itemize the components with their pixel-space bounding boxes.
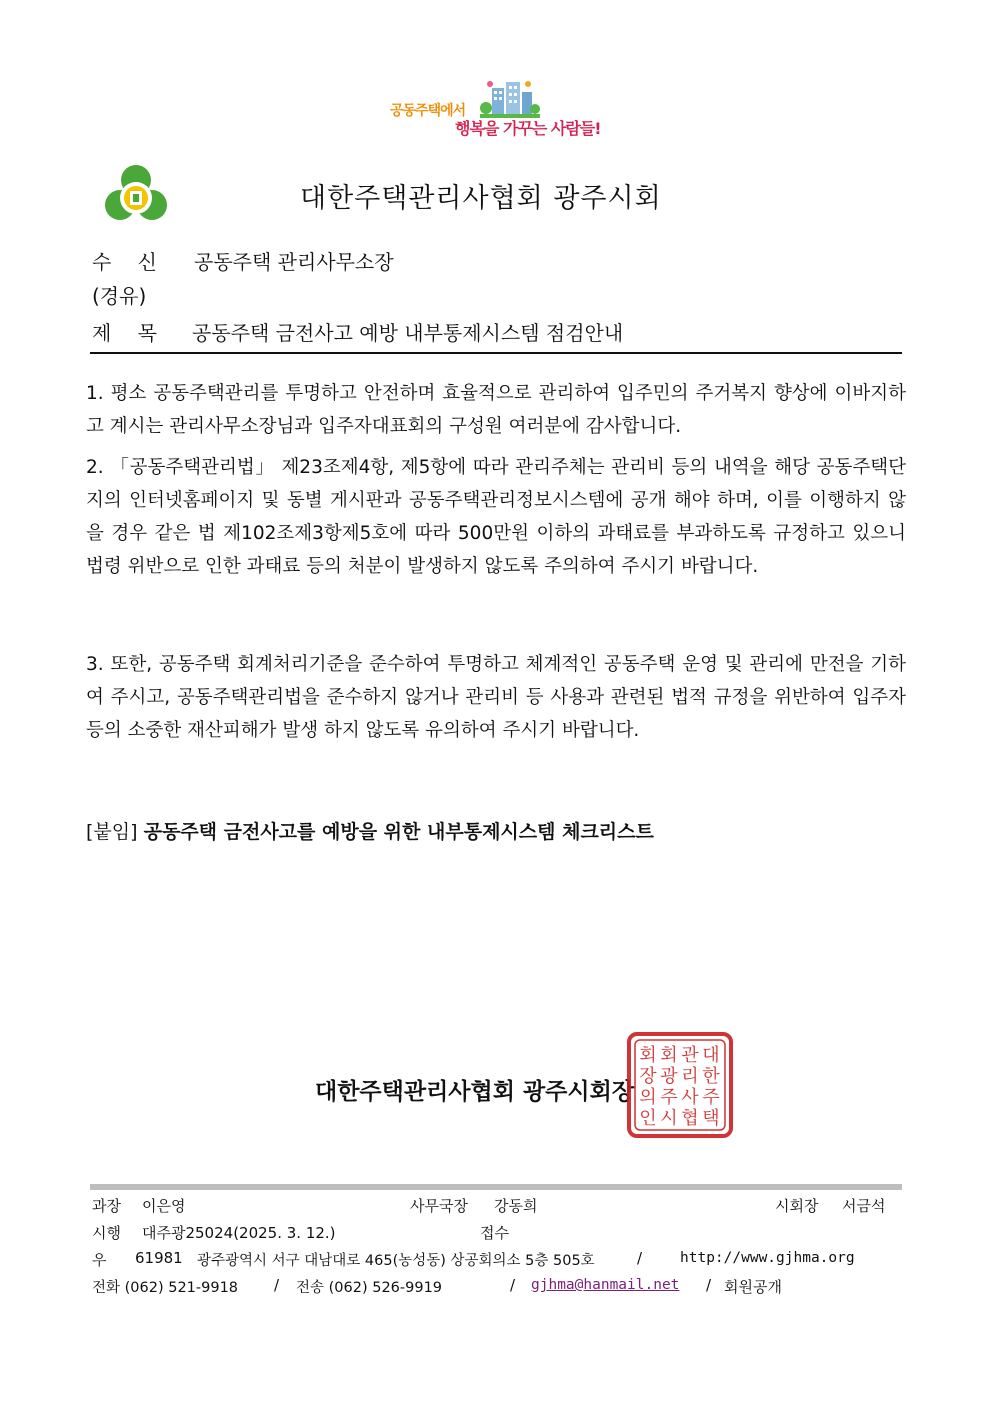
seal-glyph: 회 xyxy=(639,1045,657,1066)
phone-number: 전화 (062) 521-9918 xyxy=(92,1280,239,1296)
enforce-label: 시행 xyxy=(92,1224,121,1242)
address: 광주광역시 서구 대남대로 465(농성동) 상공회의소 5층 505호 xyxy=(197,1253,595,1269)
seal-glyph: 인 xyxy=(639,1108,657,1129)
secretary-name: 강동희 xyxy=(494,1197,538,1215)
recipient-label: 수 신 xyxy=(92,250,167,274)
seal-glyph: 주 xyxy=(702,1087,720,1108)
seal-glyph: 한 xyxy=(702,1066,720,1087)
fax-number: 전송 (062) 526-9919 xyxy=(296,1280,443,1296)
seal-glyph: 의 xyxy=(639,1087,657,1108)
postal-code: 61981 xyxy=(135,1249,183,1267)
official-seal-icon xyxy=(626,1031,734,1139)
seal-glyph: 사 xyxy=(681,1087,699,1108)
email-separator: / xyxy=(706,1276,712,1294)
slogan-line-1: 공동주택에서 xyxy=(390,103,466,119)
organization-title: 대한주택관리사협회 광주시회 xyxy=(300,183,662,214)
website-link[interactable]: http://www.gjhma.org xyxy=(680,1250,855,1266)
seal-glyph: 시 xyxy=(660,1108,678,1129)
president-title: 시회장 xyxy=(775,1197,819,1215)
manager-name: 이은영 xyxy=(142,1197,186,1215)
seal-glyph: 협 xyxy=(681,1108,699,1129)
apartment-buildings-icon xyxy=(480,78,540,118)
body-paragraph-3: 3. 또한, 공동주택 회계처리기준을 준수하여 투명하고 체계적인 공동주택 운영 및 관리에 만전을 기하여 주시고, 공동주택관리법을 준수하지 않거나 관리비 등 사용과 관련된 법적 규정을 위반하여 입주자등의 소중한 재산피해가 발생 하지 않도록 유의하여 주시기 바랍니다. xyxy=(86,654,906,741)
disclosure-status: 회원공개 xyxy=(724,1278,782,1296)
seal-glyph: 주 xyxy=(660,1087,678,1108)
postal-label: 우 xyxy=(92,1251,107,1269)
attachment-line xyxy=(86,817,654,844)
seal-glyph: 장 xyxy=(639,1066,657,1087)
email-link[interactable]: gjhma@hanmail.net xyxy=(531,1277,680,1293)
seal-glyph: 리 xyxy=(681,1066,699,1087)
manager-title: 과장 xyxy=(92,1197,121,1215)
receipt-label: 접수 xyxy=(480,1224,509,1242)
secretary-title: 사무국장 xyxy=(410,1197,468,1215)
seal-glyph: 광 xyxy=(660,1066,678,1087)
seal-glyph: 대 xyxy=(702,1045,720,1066)
slogan-banner xyxy=(385,78,605,148)
phone-separator: / xyxy=(274,1276,280,1294)
slogan-line-2: 행복을 가꾸는 사람들! xyxy=(455,119,601,138)
fax-separator: / xyxy=(510,1276,516,1294)
recipient-value: 공동주택 관리사무소장 xyxy=(194,250,394,274)
association-logo-icon xyxy=(102,162,170,228)
attachment-title: 공동주택 금전사고를 예방을 위한 내부통제시스템 체크리스트 xyxy=(143,821,654,843)
seal-glyph: 택 xyxy=(702,1108,720,1129)
subject-value: 공동주택 금전사고 예방 내부통제시스템 점검안내 xyxy=(192,321,624,345)
enforce-value: 대주광25024(2025. 3. 12.) xyxy=(142,1224,336,1242)
president-name: 서금석 xyxy=(842,1197,886,1215)
body-paragraph-2: 2. 「공동주택관리법」 제23조제4항, 제5항에 따라 관리주체는 관리비 등의 내역을 해당 공동주택단지의 인터넷홈페이지 및 동별 게시판과 공동주택관리정보시스템에 공개 해야 하며, 이를 이행하지 않을 경우 같은 법 제102조제3항제5호에 따라 500만원 이하의 과태료를 부과하도록 규정하고 있으니 법령 위반으로 인한 과태료 등의 처분이 발생하지 않도록 주의하여 주시기 바랍니다. xyxy=(86,457,906,577)
body-paragraph-1: 1. 평소 공동주택관리를 투명하고 안전하며 효율적으로 관리하여 입주민의 주거복지 향상에 이바지하고 계시는 관리사무소장님과 입주자대표회의 구성원 여러분에 감사합니다. xyxy=(86,383,907,437)
footer-divider xyxy=(90,1184,902,1190)
signer-title: 대한주택관리사협회 광주시회장 xyxy=(315,1079,635,1105)
seal-glyph: 회 xyxy=(660,1045,678,1066)
via-label: (경유) xyxy=(92,284,147,308)
seal-glyph: 관 xyxy=(681,1045,699,1066)
subject-label: 제 목 xyxy=(92,321,167,345)
attachment-label: [붙임] xyxy=(86,821,138,843)
header-divider xyxy=(90,352,902,354)
address-separator: / xyxy=(637,1249,643,1267)
